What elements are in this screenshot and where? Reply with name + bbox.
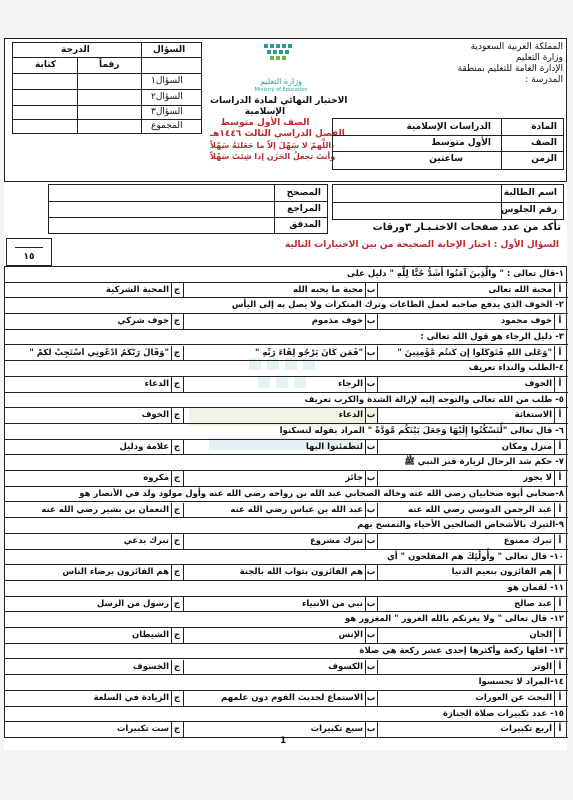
option-a[interactable]: البحث عن العورات: [475, 692, 552, 703]
kingdom-line-3: الإدارة العامة للتعليم بمنطقة: [457, 64, 563, 74]
exam-page: [4, 38, 567, 750]
option-c[interactable]: رسول من الرسل: [96, 598, 169, 609]
question-row: [5, 424, 568, 440]
option-letter-c: ج: [173, 316, 181, 327]
student-name-label: اسم الطالبة: [503, 188, 557, 198]
option-letter-b: ب: [366, 378, 376, 389]
cell-divider: [183, 377, 184, 393]
option-a[interactable]: خوف محمود: [500, 316, 552, 327]
option-letter-a: أ: [558, 316, 562, 327]
review-table: [48, 184, 328, 234]
option-c[interactable]: مكروه: [143, 473, 169, 484]
option-letter-b: ب: [366, 473, 376, 484]
option-letter-a: أ: [558, 535, 562, 546]
cell-divider: [377, 314, 378, 330]
question-text: ٤-الطلب والنداء تعريف: [468, 363, 564, 374]
cell-divider: [377, 722, 378, 738]
options-row: [5, 534, 568, 550]
info-label-subject: المادة: [531, 122, 557, 132]
reviewer-label: المراجع: [287, 204, 321, 214]
option-b[interactable]: محبة ما يحبه الله: [292, 284, 363, 295]
info-value-grade: الأول متوسط: [431, 138, 491, 148]
cell-divider: [183, 346, 184, 362]
page-number: 1: [280, 736, 287, 746]
score-head-words: كتابة: [35, 60, 57, 70]
option-letter-a: أ: [558, 473, 562, 484]
option-c[interactable]: علامة ودليل: [119, 441, 169, 452]
logo-text: وزارة التعليم: [260, 77, 302, 86]
option-letter-a: أ: [558, 598, 562, 609]
option-c[interactable]: "وَقَالَ رَبُّكُمُ ادْعُونِي أَسْتَجِبْ لَكُمْ ": [29, 347, 169, 358]
option-b[interactable]: الكسوف: [328, 661, 363, 672]
options-row: [5, 471, 568, 487]
question-text: ٥- طلب من الله تعالى والتوجه إليه لإزالة الشدة والكرب تعريف: [304, 394, 564, 405]
cell-divider: [377, 660, 378, 676]
option-letter-c: ج: [173, 598, 181, 609]
option-letter-b: ب: [366, 535, 376, 546]
question-row: [5, 298, 568, 314]
option-letter-b: ب: [366, 661, 376, 672]
exam-term: الفصل الدراسي الثالث ١٤٤٦هـ: [210, 129, 345, 139]
question-text: ١٤-المراد لا تجسسوا: [478, 677, 564, 688]
question-row: [5, 550, 568, 566]
ministry-logo-icon: [246, 42, 316, 72]
option-b[interactable]: جائز: [345, 473, 363, 484]
exam-dua-1: اللَّهمّ لا سَهْلَ إلاّ ما جَعَلتَهُ سَهْلاً،: [210, 141, 335, 150]
option-a[interactable]: لا يجوز: [523, 473, 552, 484]
exam-title: [210, 96, 348, 162]
ministry-logo: [246, 42, 316, 92]
option-letter-b: ب: [366, 504, 376, 515]
info-value-subject: الدراسات الإسلامية: [406, 122, 491, 132]
info-value-time: ساعتين: [429, 154, 463, 164]
options-row: [5, 377, 568, 393]
option-b[interactable]: خوف مذموم: [311, 316, 363, 327]
cell-divider: [377, 440, 378, 456]
option-letter-a: أ: [558, 567, 562, 578]
option-letter-c: ج: [173, 441, 181, 452]
seat-number-label: رقم الجلوس: [501, 205, 557, 215]
option-c[interactable]: الدعاء: [144, 378, 169, 389]
section1-score: ١٥: [23, 252, 35, 262]
question-text: ٣- دليل الرجاء هو قول الله تعالى :: [420, 331, 564, 342]
cell-divider: [183, 471, 184, 487]
option-b[interactable]: هم الفائزون بثواب الله بالجنة: [239, 567, 363, 578]
option-b[interactable]: عبد الله بن عباس رضي الله عنه: [230, 504, 363, 515]
exam-grade: الصف الأول متوسط: [220, 118, 310, 128]
cell-divider: [183, 503, 184, 519]
option-b[interactable]: نبي من الأنبياء: [301, 598, 363, 609]
option-letter-c: ج: [173, 692, 181, 703]
cell-divider: [377, 283, 378, 299]
score-head-grade: الدرجة: [61, 45, 90, 55]
question-row: [5, 330, 568, 346]
options-row: [5, 565, 568, 581]
cell-divider: [183, 283, 184, 299]
cell-divider: [377, 534, 378, 550]
question-text: ٢- الخوف الذي يدفع صاحبه لعمل الطاعات وترك المنكرات ولا يصل به إلى اليأس: [231, 300, 564, 311]
option-a[interactable]: محبة الله تعالى: [488, 284, 552, 295]
option-letter-b: ب: [366, 630, 376, 641]
option-a[interactable]: الوتر: [532, 661, 552, 672]
score-head-digits: رقماً: [99, 60, 120, 70]
option-letter-b: ب: [366, 316, 376, 327]
option-c[interactable]: النعمان بن بشير رضي الله عنه: [41, 504, 169, 515]
options-row: [5, 628, 568, 644]
section1-score-box: [6, 238, 52, 266]
score-row-q1: السؤال١: [151, 76, 183, 86]
cell-divider: [377, 597, 378, 613]
question-text: ١٠- قال تعالى " وأُولَٰئِكَ هم المفلحون " أي: [387, 551, 564, 562]
question-row: [5, 707, 568, 723]
options-row: [5, 283, 568, 299]
options-row: [5, 691, 568, 707]
option-letter-a: أ: [558, 692, 562, 703]
option-a[interactable]: عبد الرحمن الدوسي رضي الله عنه: [408, 504, 552, 515]
question-text: ١٥- عدد تكبيرات صلاة الجنازة: [442, 708, 564, 719]
pages-note: تأكد من عدد صفحات الاختـبـار ٣ورقات: [372, 222, 561, 233]
option-letter-a: أ: [558, 347, 562, 358]
option-letter-c: ج: [173, 724, 181, 735]
option-c[interactable]: هم الفائزون برضاء الناس: [62, 567, 169, 578]
option-b[interactable]: الدعاء: [338, 410, 363, 421]
options-row: [5, 440, 568, 456]
option-b[interactable]: الرجاء: [337, 378, 363, 389]
option-letter-c: ج: [173, 347, 181, 358]
cell-divider: [183, 628, 184, 644]
options-row: [5, 503, 568, 519]
kingdom-line-2: وزارة التعليم: [515, 53, 563, 63]
option-letter-b: ب: [366, 724, 376, 735]
option-c[interactable]: الزيادة في السلعة: [93, 692, 169, 703]
option-c[interactable]: خوف شركي: [117, 316, 169, 327]
cell-divider: [377, 377, 378, 393]
question-row: [5, 393, 568, 409]
question-row: [5, 675, 568, 691]
question-text: ١٣- اقلها ركعة وأكثرها إحدى عشر ركعة هي صلاة: [359, 645, 564, 656]
option-c[interactable]: الخسوف: [132, 661, 169, 672]
option-a[interactable]: عبد صالح: [514, 598, 552, 609]
option-letter-c: ج: [173, 473, 181, 484]
kingdom-line-1: المملكة العربية السعودية: [470, 42, 563, 52]
option-b[interactable]: الاستماع لحديث القوم دون علمهم: [221, 692, 363, 703]
cell-divider: [377, 471, 378, 487]
questions-table: [4, 266, 567, 738]
school-label: المدرسة :: [525, 75, 563, 85]
question-row: [5, 612, 568, 628]
option-a[interactable]: أربع تكبيرات: [500, 724, 552, 735]
option-a[interactable]: "وَعَلَى اللَّهِ فَتَوَكَّلُوا إِن كُنتُم مُّؤْمِنِينَ ": [397, 347, 552, 358]
question-text: ٨-صحابي أبوه صحابيان رضي الله عنه وخاله الصحابي عبد الله بن رواحه رضي الله عنه وأول مولود ولد في الأنصار هو: [79, 488, 564, 499]
checker-label: المدقق: [289, 220, 321, 230]
option-letter-a: أ: [558, 724, 562, 735]
option-letter-b: ب: [366, 692, 376, 703]
option-c[interactable]: المحبة الشركية: [105, 284, 169, 295]
question-row: [5, 455, 568, 471]
option-letter-c: ج: [173, 284, 181, 295]
exam-title-1: الاختبار النهائي لمادة الدراسات: [210, 96, 348, 106]
option-letter-b: ب: [366, 284, 376, 295]
option-c[interactable]: الخوف: [141, 410, 169, 421]
cell-divider: [183, 565, 184, 581]
option-b[interactable]: "فَمَن كَانَ يَرْجُو لِقَاءَ رَبِّهِ ": [255, 347, 363, 358]
option-letter-b: ب: [366, 347, 376, 358]
question-row: [5, 487, 568, 503]
cell-divider: [377, 565, 378, 581]
score-row-q2: السؤال٢: [151, 92, 183, 102]
info-label-time: الزمن: [531, 154, 557, 164]
question-row: [5, 581, 568, 597]
option-a[interactable]: هم الفائزون بنعيم الدنيا: [451, 567, 552, 578]
question-text: ٩-التبرك بالأشخاص الصالحين الأحياء والتمسح بهم: [357, 520, 564, 531]
option-a[interactable]: الخوف: [524, 378, 552, 389]
option-a[interactable]: الجان: [529, 630, 552, 641]
option-b[interactable]: تبرك مشروع: [310, 535, 363, 546]
cell-divider: [377, 691, 378, 707]
options-row: [5, 346, 568, 362]
options-row: [5, 597, 568, 613]
cell-divider: [377, 346, 378, 362]
exam-dua-2: وأنتَ تجعلُ الحَزَن إذا شِئتَ سَهْلاً: [210, 152, 336, 161]
option-c[interactable]: الشيطان: [132, 630, 169, 641]
option-letter-c: ج: [173, 535, 181, 546]
score-head-question: السؤال: [153, 45, 186, 55]
cell-divider: [377, 408, 378, 424]
corrector-label: المصحح: [286, 188, 321, 198]
question-text: ٧- حكم شد الرحال لزيارة قبر النبي ﷺ: [404, 457, 564, 468]
cell-divider: [183, 534, 184, 550]
option-letter-a: أ: [558, 441, 562, 452]
option-letter-b: ب: [366, 567, 376, 578]
option-b[interactable]: الإنس: [338, 630, 363, 641]
cell-divider: [183, 408, 184, 424]
option-letter-c: ج: [173, 504, 181, 515]
info-label-grade: الصف: [530, 138, 557, 148]
score-row-total: المجموع: [151, 121, 183, 131]
question-text: ٦- قال تعالى "لِّتَسْكُنُوا إِلَيْهَا وَجَعَلَ بَيْنَكُم مَّوَدَّةً " المراد بقوله لتسكنوا: [279, 426, 564, 436]
option-letter-b: ب: [366, 441, 376, 452]
cell-divider: [183, 722, 184, 738]
options-row: [5, 660, 568, 676]
option-letter-a: أ: [558, 661, 562, 672]
option-c[interactable]: ست تكبيرات: [116, 724, 169, 735]
question-row: [5, 518, 568, 534]
student-info: [332, 184, 564, 220]
option-b[interactable]: سبع تكبيرات: [310, 724, 363, 735]
cell-divider: [183, 597, 184, 613]
option-letter-a: أ: [558, 504, 562, 515]
cell-divider: [183, 314, 184, 330]
option-a[interactable]: منزل ومكان: [501, 441, 552, 452]
option-letter-b: ب: [366, 410, 376, 421]
kingdom-header: [443, 42, 563, 86]
logo-subtext: Ministry of Education: [254, 87, 308, 93]
score-row-q3: السؤال٣: [151, 107, 183, 117]
options-row: [5, 408, 568, 424]
exam-title-2: الإسلامية: [244, 107, 286, 117]
cell-divider: [183, 440, 184, 456]
options-row: [5, 314, 568, 330]
option-letter-c: ج: [173, 630, 181, 641]
section1-title: السؤال الأول : اختار الإجابة الصحيحة من بين الاختيارات التالية: [284, 240, 559, 250]
cell-divider: [377, 503, 378, 519]
score-table: [12, 42, 202, 134]
cell-divider: [183, 660, 184, 676]
option-letter-c: ج: [173, 378, 181, 389]
option-letter-a: أ: [558, 410, 562, 421]
option-letter-a: أ: [558, 284, 562, 295]
options-row: [5, 722, 568, 738]
option-letter-c: ج: [173, 410, 181, 421]
option-a[interactable]: تبرك ممنوع: [503, 535, 552, 546]
option-a[interactable]: الاستغاثة: [514, 410, 552, 421]
question-text: ١-قال تعالى : " والَّذِينَ آمَنُوا أَشَدُّ حُبًّا لِلَّهِ " دليل على: [347, 269, 564, 279]
option-c[interactable]: تبرك بدعي: [123, 535, 169, 546]
info-table: [332, 118, 564, 170]
option-letter-c: ج: [173, 567, 181, 578]
cell-divider: [377, 628, 378, 644]
cell-divider: [183, 691, 184, 707]
option-letter-b: ب: [366, 598, 376, 609]
option-letter-a: أ: [558, 378, 562, 389]
option-letter-c: ج: [173, 661, 181, 672]
question-text: ١٢- قال تعالى " ولا يغرنكم بالله الغرور " المغرور هو: [344, 614, 564, 625]
question-row: [5, 267, 568, 283]
question-row: [5, 361, 568, 377]
question-row: [5, 644, 568, 660]
option-letter-a: أ: [558, 630, 562, 641]
option-b[interactable]: لتطمئنوا اليها: [305, 441, 363, 452]
question-text: ١١- لقمان هو: [507, 583, 564, 593]
